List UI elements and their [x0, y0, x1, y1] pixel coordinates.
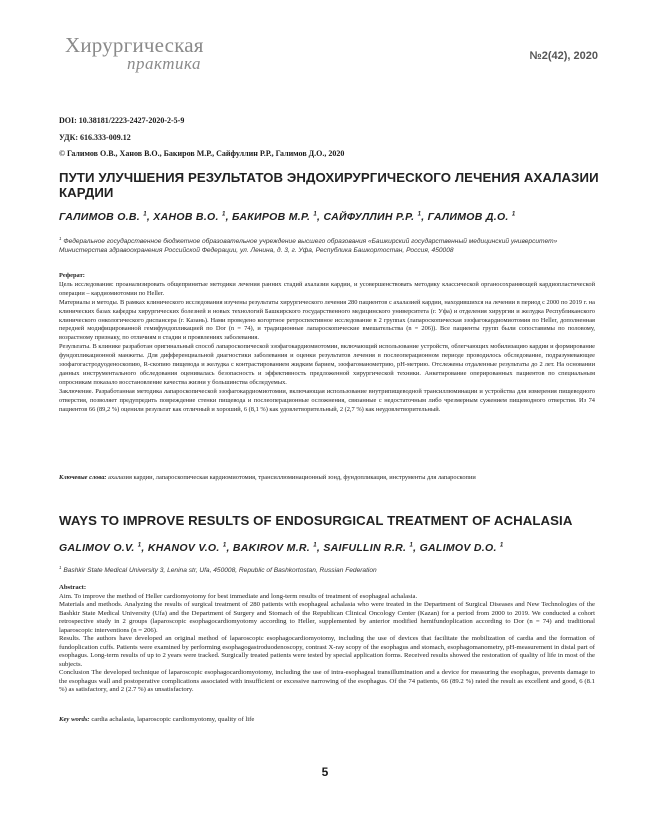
- abstract-paragraph: Results. The authors have developed an original method of laparoscopic esophagocardiomyotomy, including the use of devices that facilitate the mobilization of cardia and the formation of fundoplication cuffs. Patients were examined by performing esophagogastroduodenoscopy, contrast X-ray scopy of the esophagus and stomach, esophagomanometry, pH-measurement in distal part of esophagus. Long-term results of up to 2 years were tracked. Surgically treated patients were tested by special application forms. Received results showed the restoration of quality of life in most of the subjects.: [59, 635, 595, 668]
- author-name: SAIFULLIN R.R.: [323, 542, 407, 554]
- keywords-ru: [59, 474, 595, 483]
- udk: УДК: 616.333-009.12: [59, 133, 131, 142]
- author-name: БАКИРОВ М.Р.: [232, 211, 311, 223]
- abstract-heading: Abstract:: [59, 584, 87, 591]
- page-number: 5: [321, 765, 329, 779]
- journal-logo-title: Хирургическая: [65, 33, 204, 57]
- affiliation-text: Федеральное государственное бюджетное образовательное учреждение высшего образования «Башкирский государственный медицинский университет» Министерства здравоохранения Российской Федерации, ул. Ленина, д. 3, г. Уфа, Республика Башкортостан, Россия, 450008: [59, 238, 558, 254]
- issue-number: №2(42), 2020: [529, 50, 598, 62]
- author-name: ХАНОВ В.О.: [153, 211, 219, 223]
- article-title-en: WAYS TO IMPROVE RESULTS OF ENDOSURGICAL TREATMENT OF ACHALASIA: [59, 513, 573, 528]
- affiliation-en: [59, 564, 595, 576]
- author-affiliation-mark: 1: [222, 542, 227, 549]
- article-title-ru: ПУТИ УЛУЧШЕНИЯ РЕЗУЛЬТАТОВ ЭНДОХИРУРГИЧЕСКОГО ЛЕЧЕНИЯ АХАЛАЗИИ КАРДИИ: [59, 170, 599, 200]
- affiliation-text: Bashkir State Medical University 3, Lenina str, Ufa, 450008, Republic of Bashkortostan, Russian Federation: [63, 567, 377, 575]
- abstract-en: [59, 584, 595, 695]
- author-name: GALIMOV O.V.: [59, 542, 135, 554]
- journal-logo-subtitle: практика: [127, 54, 202, 73]
- author-affiliation-mark: 1: [499, 542, 504, 549]
- author-affiliation-mark: 1: [511, 211, 516, 218]
- author-name: GALIMOV D.O.: [419, 542, 497, 554]
- abstract-paragraph: Aim. To improve the method of Heller cardiomyotomy for best immediate and long-term results of treatment of esophageal achalasia.: [59, 592, 418, 600]
- author-name: САЙФУЛЛИН Р.Р.: [323, 211, 415, 223]
- authors-en: GALIMOV O.V. $^1$, KHANOV V.O. $^1$, BAKIROV M.R. $^1$, SAIFULLIN R.R. $^1$, GALIMOV D.O. $^1$: [59, 542, 504, 554]
- author-name: BAKIROV M.R.: [232, 542, 311, 554]
- keywords-label: Key words:: [59, 716, 90, 723]
- affiliation-ru: [59, 235, 595, 255]
- abstract-paragraph: Conclusion The developed technique of laparoscopic esophagocardiomyotomy, including the use of intra-esophageal transillumination and a device for measuring the esophagus, prevents damage to the esophagus wall and postoperative complications associated with insufficient or excessive narrowing of the esophagus. Of the 74 patients, 66 (89.2 %) rated the result as excellent and good, 6 (8.1 %) as satisfactory, and 2 (2.7 %) as unsatisfactory.: [59, 669, 595, 693]
- author-affiliation-mark: 1: [221, 211, 226, 218]
- author-affiliation-mark: 1: [313, 542, 317, 549]
- affiliation-mark: 1: [59, 565, 62, 570]
- abstract-paragraph: Цель исследования: проанализировать общепринятые методики лечения ранних стадий ахалазии кардии, и усовершенствовать методику классической органосохраняющей кардиопластической операции – кардиомиотомии по Heller.: [59, 280, 595, 297]
- abstract-paragraph: Заключение. Разработанная методика лапароскопической эзофагокардиомиотомии, включающая использование внутрипищеводной трансиллюминации и устройства для измерения пищеводного отверстия, позволяет предупредить повреждение стенки пищевода и послеоперационные осложнения, связанные с недостаточным либо чрезмерным сужением пищеводного отверстия. Из 74 пациентов 66 (89,2 %) оценили результат как отличный и хороший, 6 (8,1 %) как удовлетворительный, 2 (2,7 %) как неудовлетворительный.: [59, 387, 595, 413]
- abstract-ru: [59, 272, 595, 415]
- author-name: ГАЛИМОВ О.В.: [59, 211, 140, 223]
- affiliation-mark: 1: [59, 236, 62, 241]
- keywords-en: [59, 716, 595, 725]
- keywords-label: Ключевые слова:: [59, 474, 107, 481]
- author-name: KHANOV V.O.: [147, 542, 220, 554]
- abstract-paragraph: Материалы и методы. В рамках клинического исследования изучены результаты хирургического лечения 280 пациентов с ахалазией кардии, находившихся на лечении в период с 2000 по 2019 г. на клинических базах кафедры хирургических болезней и новых технологий Башкирского государственного медицинского университета (г. Уфа) и отделения хирургии и желудка Республиканского клинического онкологического диспансера (г. Казань). Нами проведено когортное ретроспективное исследование в 2 группах (лапароскопическая эзофагокардиомиотомия по Heller, дополненная передней модифицированной гемифундопликацией по Dor (n = 74), и традиционные лапароскопические вмешательства (n = 206)). Все пациенты групп были сопоставимы по половому, возрастному признаку, по отличиям в стадии и проявлениях заболевания.: [59, 298, 595, 342]
- author-affiliation-mark: 1: [417, 211, 422, 218]
- journal-logo: [65, 34, 204, 72]
- author-affiliation-mark: 1: [137, 542, 142, 549]
- author-affiliation-mark: 1: [143, 211, 147, 218]
- doi: DOI: 10.38181/2223-2427-2020-2-5-9: [59, 116, 185, 125]
- authors-ru: ГАЛИМОВ О.В. $^1$, ХАНОВ В.О. $^1$, БАКИРОВ М.Р. $^1$, САЙФУЛЛИН Р.Р. $^1$, ГАЛИМОВ Д.О. $^1$: [59, 211, 516, 223]
- keywords-text: ахалазия кардии, лапароскопическая кардиомиотомия, трансиллюминационный зонд, фундопликация, инструменты для лапароскопии: [108, 474, 476, 481]
- author-name: ГАЛИМОВ Д.О.: [427, 211, 509, 223]
- copyright: © Галимов О.В., Ханов В.О., Бакиров М.Р., Сайфуллин Р.Р., Галимов Д.О., 2020: [59, 149, 345, 158]
- author-affiliation-mark: 1: [313, 211, 318, 218]
- abstract-paragraph: Materials and methods. Analyzing the results of surgical treatment of 280 patients with esophageal achalasia who were treated in the Department of Surgical Diseases and New Technologies of the Bashkir State Medical University (Ufa) and the Department of Surgery and Stomach of the Republican Clinical Oncology Center (Kazan) for a period from 2000 to 2019. We conducted a cohort retrospective study in 2 groups (laparoscopic esophagocardiomyotomy according to Heller, supplemented by anterior modified hemifundoplication according to Dor (n = 74) and traditional laparoscopic interventions (n = 206).: [59, 601, 595, 634]
- keywords-text: cardia achalasia, laparoscopic cardiomyotomy, quality of life: [91, 716, 255, 723]
- abstract-paragraph: Результаты. В клинике разработан оригинальный способ лапароскопической эзофагокардиомиотомии, включающий использование устройств, облегчающих мобилизацию кардии и формирование фундопликационной манжеты. Для дифференциальной диагностики заболевания и оценки результатов лечения в послеоперационном периоде проводилось обследование, подразумевающее эзофагогастродуоденоскопию, R-скопию пищевода и желудка с контрастированием жидким барием, эзофагоманометрию, рН-метрию. Отслежены отдаленные результаты до 2 лет. На основании данных инструментального обследования оценивалась безопасность и эффективность предложенной хирургической техники. Анкетирование оперированных пациентов по специальным опросникам показало восстановление качества жизни у большинства обследуемых.: [59, 343, 595, 386]
- abstract-heading: Реферат:: [59, 272, 85, 279]
- author-affiliation-mark: 1: [409, 542, 414, 549]
